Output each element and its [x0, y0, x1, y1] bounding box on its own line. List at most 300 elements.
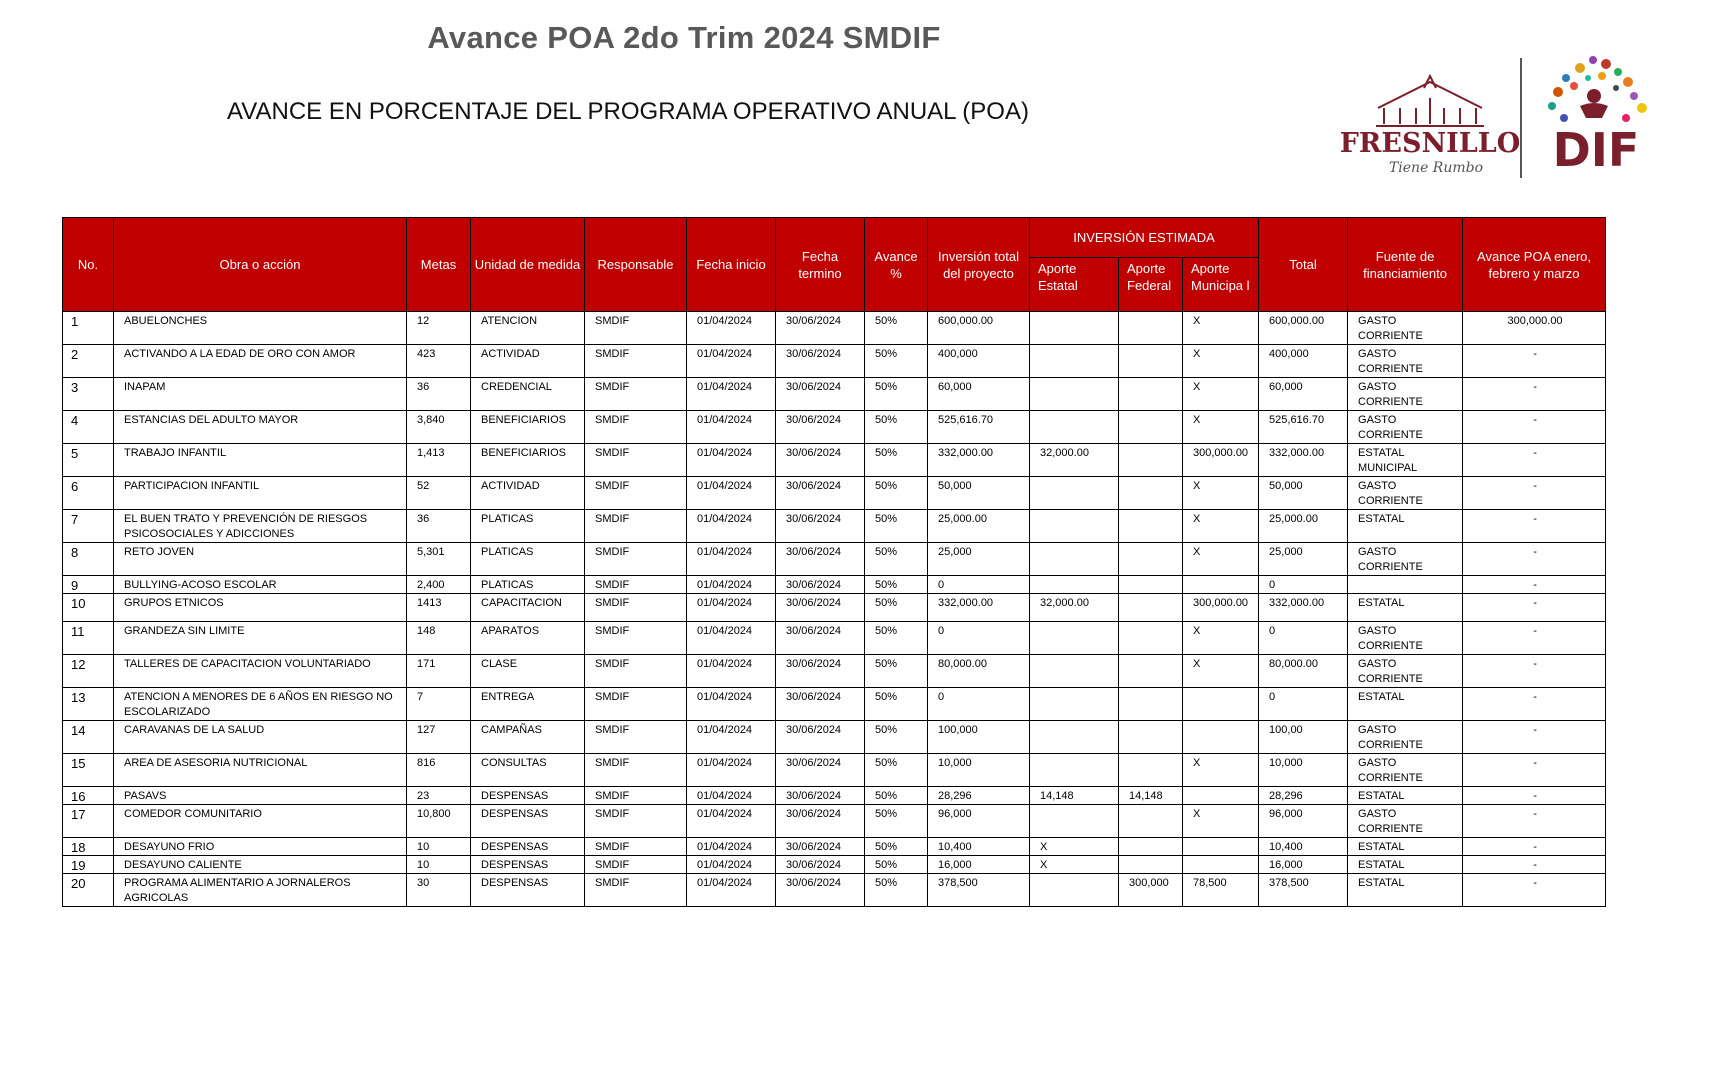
table-row: [63, 754, 1606, 787]
cell-inversion-total: 0: [928, 622, 1030, 655]
cell-obra: AREA DE ASESORIA NUTRICIONAL: [114, 754, 407, 787]
cell-obra: PROGRAMA ALIMENTARIO A JORNALEROS AGRICOLAS: [114, 874, 407, 907]
cell-fuente: GASTO CORRIENTE: [1348, 345, 1463, 378]
header-fecha-termino: Fecha termino: [776, 218, 865, 312]
cell-aporte-estatal: [1030, 688, 1119, 721]
cell-fecha-inicio: 01/04/2024: [687, 576, 776, 594]
cell-metas: 10,800: [407, 805, 471, 838]
cell-fuente: [1348, 576, 1463, 594]
fresnillo-logo: [1339, 68, 1521, 178]
cell-fuente: GASTO CORRIENTE: [1348, 622, 1463, 655]
cell-responsable: SMDIF: [585, 477, 687, 510]
cell-aporte-federal: [1119, 312, 1183, 345]
cell-fecha-termino: 30/06/2024: [776, 754, 865, 787]
cell-aporte-estatal: [1030, 805, 1119, 838]
cell-total: 16,000: [1259, 856, 1348, 874]
cell-obra: PASAVS: [114, 787, 407, 805]
cell-avance: 50%: [865, 345, 928, 378]
cell-metas: 3,840: [407, 411, 471, 444]
cell-fecha-inicio: 01/04/2024: [687, 543, 776, 576]
cell-no: 16: [63, 787, 114, 805]
cell-aporte-municipal: X: [1183, 411, 1259, 444]
cell-total: 378,500: [1259, 874, 1348, 907]
cell-responsable: SMDIF: [585, 378, 687, 411]
cell-unidad: DESPENSAS: [471, 856, 585, 874]
cell-no: 15: [63, 754, 114, 787]
cell-avance: 50%: [865, 721, 928, 754]
cell-avance: 50%: [865, 622, 928, 655]
table-row: [63, 312, 1606, 345]
cell-avance-poa: -: [1463, 594, 1606, 622]
cell-total: 60,000: [1259, 378, 1348, 411]
cell-responsable: SMDIF: [585, 510, 687, 543]
cell-unidad: DESPENSAS: [471, 838, 585, 856]
cell-inversion-total: 25,000.00: [928, 510, 1030, 543]
cell-avance: 50%: [865, 838, 928, 856]
cell-aporte-municipal: X: [1183, 655, 1259, 688]
cell-fecha-termino: 30/06/2024: [776, 345, 865, 378]
cell-aporte-municipal: 78,500: [1183, 874, 1259, 907]
cell-avance: 50%: [865, 594, 928, 622]
cell-fecha-termino: 30/06/2024: [776, 510, 865, 543]
cell-responsable: SMDIF: [585, 754, 687, 787]
cell-avance: 50%: [865, 856, 928, 874]
cell-aporte-municipal: [1183, 721, 1259, 754]
header-aporte-estatal: Aporte Estatal: [1030, 258, 1119, 312]
cell-avance: 50%: [865, 805, 928, 838]
cell-total: 25,000.00: [1259, 510, 1348, 543]
cell-obra: DESAYUNO CALIENTE: [114, 856, 407, 874]
cell-avance-poa: -: [1463, 543, 1606, 576]
dif-logo-text: DIF: [1552, 123, 1640, 177]
cell-no: 17: [63, 805, 114, 838]
table-row: [63, 510, 1606, 543]
header-metas: Metas: [407, 218, 471, 312]
cell-metas: 127: [407, 721, 471, 754]
cell-fecha-inicio: 01/04/2024: [687, 477, 776, 510]
cell-unidad: PLATICAS: [471, 576, 585, 594]
fresnillo-tagline: Tiene Rumbo: [1388, 160, 1484, 176]
cell-aporte-federal: [1119, 754, 1183, 787]
dif-logo: [1530, 48, 1660, 178]
cell-aporte-federal: [1119, 543, 1183, 576]
cell-metas: 5,301: [407, 543, 471, 576]
cell-responsable: SMDIF: [585, 721, 687, 754]
cell-unidad: BENEFICIARIOS: [471, 444, 585, 477]
cell-inversion-total: 96,000: [928, 805, 1030, 838]
cell-fecha-termino: 30/06/2024: [776, 594, 865, 622]
cell-responsable: SMDIF: [585, 805, 687, 838]
cell-total: 100,00: [1259, 721, 1348, 754]
cell-inversion-total: 25,000: [928, 543, 1030, 576]
cell-metas: 10: [407, 856, 471, 874]
cell-unidad: ACTIVIDAD: [471, 345, 585, 378]
cell-aporte-estatal: [1030, 345, 1119, 378]
cell-fecha-termino: 30/06/2024: [776, 805, 865, 838]
cell-aporte-estatal: X: [1030, 838, 1119, 856]
cell-obra: RETO JOVEN: [114, 543, 407, 576]
cell-no: 3: [63, 378, 114, 411]
cell-responsable: SMDIF: [585, 345, 687, 378]
cell-fecha-inicio: 01/04/2024: [687, 856, 776, 874]
cell-inversion-total: 400,000: [928, 345, 1030, 378]
cell-aporte-municipal: X: [1183, 622, 1259, 655]
cell-fuente: GASTO CORRIENTE: [1348, 411, 1463, 444]
cell-fuente: GASTO CORRIENTE: [1348, 543, 1463, 576]
cell-obra: EL BUEN TRATO Y PREVENCIÓN DE RIESGOS PSICOSOCIALES Y ADICCIONES: [114, 510, 407, 543]
header-obra: Obra o acción: [114, 218, 407, 312]
cell-unidad: ENTREGA: [471, 688, 585, 721]
cell-fuente: ESTATAL: [1348, 688, 1463, 721]
poa-table-body: [63, 312, 1606, 907]
cell-total: 80,000.00: [1259, 655, 1348, 688]
cell-inversion-total: 50,000: [928, 477, 1030, 510]
cell-avance: 50%: [865, 510, 928, 543]
cell-no: 20: [63, 874, 114, 907]
cell-avance: 50%: [865, 754, 928, 787]
cell-avance-poa: -: [1463, 688, 1606, 721]
cell-no: 11: [63, 622, 114, 655]
cell-fuente: GASTO CORRIENTE: [1348, 477, 1463, 510]
cell-no: 19: [63, 856, 114, 874]
header-no: No.: [63, 218, 114, 312]
cell-metas: 816: [407, 754, 471, 787]
cell-fecha-inicio: 01/04/2024: [687, 754, 776, 787]
cell-aporte-municipal: X: [1183, 805, 1259, 838]
cell-aporte-estatal: [1030, 411, 1119, 444]
table-row: [63, 594, 1606, 622]
cell-responsable: SMDIF: [585, 874, 687, 907]
header-aporte-federal: Aporte Federal: [1119, 258, 1183, 312]
cell-fecha-termino: 30/06/2024: [776, 543, 865, 576]
cell-inversion-total: 0: [928, 688, 1030, 721]
cell-metas: 30: [407, 874, 471, 907]
table-row: [63, 805, 1606, 838]
cell-fecha-termino: 30/06/2024: [776, 312, 865, 345]
cell-aporte-municipal: X: [1183, 543, 1259, 576]
cell-fecha-termino: 30/06/2024: [776, 787, 865, 805]
cell-avance-poa: -: [1463, 345, 1606, 378]
cell-avance: 50%: [865, 411, 928, 444]
cell-fuente: GASTO CORRIENTE: [1348, 805, 1463, 838]
cell-total: 332,000.00: [1259, 444, 1348, 477]
cell-fuente: GASTO CORRIENTE: [1348, 754, 1463, 787]
cell-aporte-federal: 300,000: [1119, 874, 1183, 907]
cell-inversion-total: 100,000: [928, 721, 1030, 754]
cell-aporte-municipal: X: [1183, 510, 1259, 543]
cell-aporte-estatal: [1030, 510, 1119, 543]
cell-fecha-termino: 30/06/2024: [776, 655, 865, 688]
cell-metas: 1,413: [407, 444, 471, 477]
cell-unidad: ATENCION: [471, 312, 585, 345]
cell-inversion-total: 332,000.00: [928, 594, 1030, 622]
cell-fecha-termino: 30/06/2024: [776, 874, 865, 907]
cell-avance-poa: -: [1463, 411, 1606, 444]
cell-aporte-municipal: [1183, 688, 1259, 721]
cell-no: 4: [63, 411, 114, 444]
cell-aporte-estatal: [1030, 576, 1119, 594]
cell-avance: 50%: [865, 576, 928, 594]
cell-fecha-termino: 30/06/2024: [776, 622, 865, 655]
cell-fecha-inicio: 01/04/2024: [687, 622, 776, 655]
cell-fecha-inicio: 01/04/2024: [687, 688, 776, 721]
cell-aporte-federal: 14,148: [1119, 787, 1183, 805]
cell-unidad: CLASE: [471, 655, 585, 688]
cell-fuente: ESTATAL MUNICIPAL: [1348, 444, 1463, 477]
cell-avance-poa: -: [1463, 874, 1606, 907]
cell-obra: COMEDOR COMUNITARIO: [114, 805, 407, 838]
cell-avance-poa: -: [1463, 721, 1606, 754]
table-row: [63, 576, 1606, 594]
cell-aporte-municipal: 300,000.00: [1183, 444, 1259, 477]
cell-unidad: DESPENSAS: [471, 805, 585, 838]
cell-inversion-total: 28,296: [928, 787, 1030, 805]
cell-inversion-total: 10,400: [928, 838, 1030, 856]
cell-aporte-municipal: [1183, 838, 1259, 856]
cell-obra: TALLERES DE CAPACITACION VOLUNTARIADO: [114, 655, 407, 688]
cell-aporte-municipal: X: [1183, 345, 1259, 378]
cell-aporte-municipal: X: [1183, 754, 1259, 787]
cell-metas: 423: [407, 345, 471, 378]
cell-metas: 171: [407, 655, 471, 688]
cell-aporte-estatal: 32,000.00: [1030, 594, 1119, 622]
cell-avance: 50%: [865, 312, 928, 345]
cell-avance-poa: -: [1463, 622, 1606, 655]
cell-unidad: CONSULTAS: [471, 754, 585, 787]
cell-obra: ESTANCIAS DEL ADULTO MAYOR: [114, 411, 407, 444]
cell-total: 25,000: [1259, 543, 1348, 576]
table-row: [63, 838, 1606, 856]
cell-total: 0: [1259, 622, 1348, 655]
cell-fuente: GASTO CORRIENTE: [1348, 312, 1463, 345]
cell-inversion-total: 525,616.70: [928, 411, 1030, 444]
cell-total: 0: [1259, 688, 1348, 721]
cell-avance-poa: -: [1463, 444, 1606, 477]
cell-no: 12: [63, 655, 114, 688]
cell-no: 13: [63, 688, 114, 721]
cell-no: 8: [63, 543, 114, 576]
cell-aporte-federal: [1119, 721, 1183, 754]
cell-inversion-total: 332,000.00: [928, 444, 1030, 477]
cell-fuente: ESTATAL: [1348, 510, 1463, 543]
cell-fuente: ESTATAL: [1348, 856, 1463, 874]
cell-unidad: CREDENCIAL: [471, 378, 585, 411]
header-avance: Avance %: [865, 218, 928, 312]
cell-total: 600,000.00: [1259, 312, 1348, 345]
cell-avance: 50%: [865, 543, 928, 576]
cell-inversion-total: 378,500: [928, 874, 1030, 907]
cell-fecha-termino: 30/06/2024: [776, 688, 865, 721]
cell-total: 50,000: [1259, 477, 1348, 510]
cell-avance: 50%: [865, 787, 928, 805]
cell-obra: DESAYUNO FRIO: [114, 838, 407, 856]
cell-aporte-federal: [1119, 510, 1183, 543]
cell-fecha-inicio: 01/04/2024: [687, 721, 776, 754]
page-subtitle: AVANCE EN PORCENTAJE DEL PROGRAMA OPERATIVO ANUAL (POA): [227, 98, 1029, 125]
cell-aporte-estatal: [1030, 721, 1119, 754]
cell-aporte-municipal: [1183, 576, 1259, 594]
table-row: [63, 622, 1606, 655]
cell-responsable: SMDIF: [585, 622, 687, 655]
cell-total: 0: [1259, 576, 1348, 594]
cell-metas: 7: [407, 688, 471, 721]
cell-total: 96,000: [1259, 805, 1348, 838]
logo-divider: [1520, 58, 1522, 178]
cell-responsable: SMDIF: [585, 787, 687, 805]
header-total: Total: [1259, 218, 1348, 312]
cell-fecha-inicio: 01/04/2024: [687, 805, 776, 838]
cell-obra: PARTICIPACION INFANTIL: [114, 477, 407, 510]
cell-total: 10,400: [1259, 838, 1348, 856]
cell-aporte-municipal: X: [1183, 312, 1259, 345]
cell-aporte-federal: [1119, 856, 1183, 874]
header-fuente: Fuente de financiamiento: [1348, 218, 1463, 312]
header-aporte-municipal: Aporte Municipa l: [1183, 258, 1259, 312]
cell-metas: 2,400: [407, 576, 471, 594]
cell-aporte-federal: [1119, 838, 1183, 856]
cell-fecha-inicio: 01/04/2024: [687, 444, 776, 477]
table-row: [63, 345, 1606, 378]
cell-aporte-federal: [1119, 688, 1183, 721]
cell-responsable: SMDIF: [585, 838, 687, 856]
cell-fecha-inicio: 01/04/2024: [687, 787, 776, 805]
cell-metas: 12: [407, 312, 471, 345]
cell-obra: BULLYING-ACOSO ESCOLAR: [114, 576, 407, 594]
cell-obra: GRUPOS ETNICOS: [114, 594, 407, 622]
cell-avance-poa: -: [1463, 856, 1606, 874]
cell-unidad: BENEFICIARIOS: [471, 411, 585, 444]
cell-inversion-total: 600,000.00: [928, 312, 1030, 345]
cell-metas: 52: [407, 477, 471, 510]
cell-fuente: GASTO CORRIENTE: [1348, 721, 1463, 754]
cell-fuente: ESTATAL: [1348, 594, 1463, 622]
cell-inversion-total: 60,000: [928, 378, 1030, 411]
cell-responsable: SMDIF: [585, 543, 687, 576]
cell-total: 332,000.00: [1259, 594, 1348, 622]
cell-fecha-inicio: 01/04/2024: [687, 594, 776, 622]
header-responsable: Responsable: [585, 218, 687, 312]
cell-aporte-estatal: [1030, 622, 1119, 655]
cell-avance-poa: -: [1463, 576, 1606, 594]
cell-aporte-federal: [1119, 594, 1183, 622]
cell-aporte-estatal: [1030, 477, 1119, 510]
cell-fecha-termino: 30/06/2024: [776, 411, 865, 444]
cell-avance: 50%: [865, 378, 928, 411]
cell-responsable: SMDIF: [585, 444, 687, 477]
cell-obra: CARAVANAS DE LA SALUD: [114, 721, 407, 754]
cell-fecha-inicio: 01/04/2024: [687, 411, 776, 444]
cell-unidad: ACTIVIDAD: [471, 477, 585, 510]
cell-responsable: SMDIF: [585, 688, 687, 721]
cell-fecha-termino: 30/06/2024: [776, 856, 865, 874]
cell-aporte-federal: [1119, 378, 1183, 411]
cell-responsable: SMDIF: [585, 576, 687, 594]
cell-aporte-federal: [1119, 622, 1183, 655]
cell-aporte-federal: [1119, 805, 1183, 838]
cell-no: 2: [63, 345, 114, 378]
cell-aporte-municipal: [1183, 856, 1259, 874]
cell-fecha-inicio: 01/04/2024: [687, 838, 776, 856]
cell-responsable: SMDIF: [585, 411, 687, 444]
cell-avance-poa: -: [1463, 510, 1606, 543]
cell-aporte-estatal: [1030, 543, 1119, 576]
cell-unidad: DESPENSAS: [471, 787, 585, 805]
cell-aporte-estatal: [1030, 312, 1119, 345]
poa-table: [62, 217, 1606, 907]
table-row: [63, 655, 1606, 688]
cell-fecha-inicio: 01/04/2024: [687, 345, 776, 378]
header-unidad: Unidad de medida: [471, 218, 585, 312]
cell-fuente: ESTATAL: [1348, 787, 1463, 805]
cell-total: 525,616.70: [1259, 411, 1348, 444]
cell-no: 7: [63, 510, 114, 543]
cell-avance-poa: -: [1463, 477, 1606, 510]
cell-avance-poa: -: [1463, 838, 1606, 856]
cell-avance: 50%: [865, 874, 928, 907]
cell-obra: GRANDEZA SIN LIMITE: [114, 622, 407, 655]
cell-aporte-municipal: X: [1183, 477, 1259, 510]
cell-aporte-estatal: X: [1030, 856, 1119, 874]
cell-fecha-termino: 30/06/2024: [776, 576, 865, 594]
cell-total: 28,296: [1259, 787, 1348, 805]
cell-responsable: SMDIF: [585, 856, 687, 874]
cell-aporte-federal: [1119, 345, 1183, 378]
header-inversion-total: Inversión total del proyecto: [928, 218, 1030, 312]
table-row: [63, 477, 1606, 510]
cell-unidad: APARATOS: [471, 622, 585, 655]
cell-fuente: ESTATAL: [1348, 874, 1463, 907]
cell-fecha-inicio: 01/04/2024: [687, 510, 776, 543]
cell-fuente: GASTO CORRIENTE: [1348, 378, 1463, 411]
cell-fecha-inicio: 01/04/2024: [687, 312, 776, 345]
cell-unidad: PLATICAS: [471, 543, 585, 576]
table-row: [63, 378, 1606, 411]
page-title: Avance POA 2do Trim 2024 SMDIF: [427, 20, 941, 55]
cell-unidad: CAPACITACION: [471, 594, 585, 622]
table-row: [63, 787, 1606, 805]
table-row: [63, 874, 1606, 907]
cell-no: 10: [63, 594, 114, 622]
cell-metas: 1413: [407, 594, 471, 622]
cell-avance-poa: -: [1463, 754, 1606, 787]
cell-avance: 50%: [865, 688, 928, 721]
cell-fecha-inicio: 01/04/2024: [687, 655, 776, 688]
cell-obra: ACTIVANDO A LA EDAD DE ORO CON AMOR: [114, 345, 407, 378]
cell-metas: 36: [407, 378, 471, 411]
logos: [1340, 48, 1660, 178]
cell-no: 5: [63, 444, 114, 477]
cell-aporte-municipal: [1183, 787, 1259, 805]
cell-total: 400,000: [1259, 345, 1348, 378]
cell-aporte-estatal: [1030, 754, 1119, 787]
header-avance-poa: Avance POA enero, febrero y marzo: [1463, 218, 1606, 312]
cell-inversion-total: 80,000.00: [928, 655, 1030, 688]
cell-avance-poa: -: [1463, 378, 1606, 411]
cell-aporte-federal: [1119, 477, 1183, 510]
table-row: [63, 721, 1606, 754]
cell-aporte-estatal: [1030, 378, 1119, 411]
cell-aporte-estatal: [1030, 655, 1119, 688]
cell-metas: 10: [407, 838, 471, 856]
cell-obra: TRABAJO INFANTIL: [114, 444, 407, 477]
cell-fecha-inicio: 01/04/2024: [687, 874, 776, 907]
table-row: [63, 411, 1606, 444]
cell-aporte-estatal: 32,000.00: [1030, 444, 1119, 477]
cell-obra: ATENCION A MENORES DE 6 AÑOS EN RIESGO NO ESCOLARIZADO: [114, 688, 407, 721]
cell-aporte-federal: [1119, 576, 1183, 594]
cell-avance-poa: -: [1463, 655, 1606, 688]
cell-avance: 50%: [865, 444, 928, 477]
